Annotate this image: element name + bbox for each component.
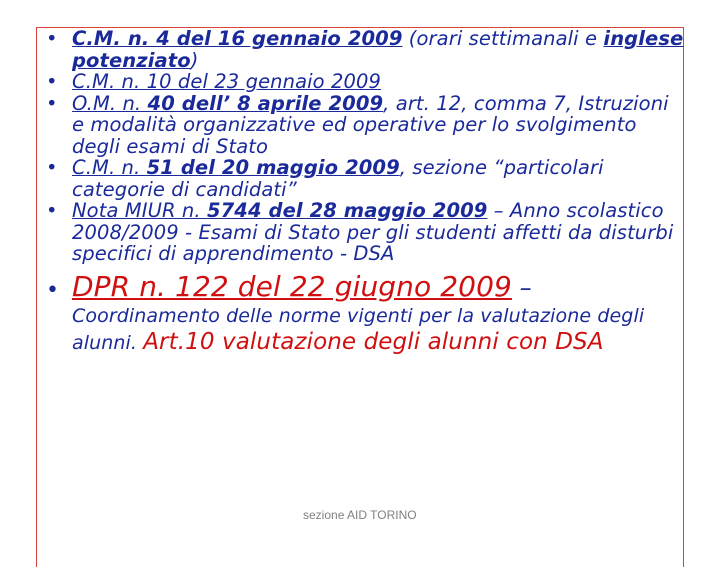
- main-item-dash: –: [511, 273, 532, 302]
- list-item: [46, 157, 686, 200]
- item-text: – Anno scolastico 2008/2009 - Esami di Stato per gli studenti affetti da disturbi specifici di apprendimento - DSA: [72, 199, 674, 265]
- list-item: [46, 71, 686, 93]
- item-reference: C.M. n. 10 del 23 gennaio 2009: [72, 70, 382, 93]
- footer-text: sezione AID TORINO: [303, 508, 417, 522]
- item-text-underlined: inglese potenziato: [72, 27, 684, 72]
- main-item-title: DPR n. 122 del 22 giugno 2009: [72, 269, 512, 303]
- item-text: , art. 12, comma 7, Istruzioni e modalità organizzative ed operative per lo svolgimento degli esami di Stato: [72, 91, 669, 158]
- bullet-icon: •: [46, 70, 58, 93]
- main-item-text: Coordinamento delle norme vigenti per la valutazione degli alunni.: [72, 304, 645, 354]
- list-item: [46, 93, 686, 158]
- item-reference: 5744 del 28 maggio 2009: [206, 199, 488, 222]
- main-item-highlight: Art.10 valutazione degli alunni con DSA: [143, 328, 604, 355]
- list-item: [46, 200, 686, 265]
- bullet-icon: •: [46, 199, 58, 222]
- item-reference-prefix: Nota MIUR n.: [72, 199, 207, 222]
- item-reference: 40 dell’ 8 aprile 2009: [147, 91, 384, 115]
- list-item: [46, 28, 686, 71]
- item-reference-prefix: C.M. n.: [72, 156, 147, 179]
- bullet-icon: •: [46, 156, 58, 179]
- main-list-item: [46, 269, 686, 356]
- item-text: , sezione “particolari categorie di candidati”: [72, 156, 604, 201]
- item-reference: 51 del 20 maggio 2009: [146, 156, 400, 179]
- item-reference-prefix: O.M. n.: [72, 91, 148, 115]
- item-text-end: ): [190, 48, 199, 72]
- bullet-icon: •: [46, 277, 60, 303]
- bullet-icon: •: [46, 27, 58, 50]
- bullet-icon: •: [46, 91, 58, 115]
- item-text: (orari settimanali e: [402, 27, 598, 50]
- reference-list: [46, 28, 686, 356]
- item-reference: C.M. n. 4 del 16 gennaio 2009: [72, 27, 403, 50]
